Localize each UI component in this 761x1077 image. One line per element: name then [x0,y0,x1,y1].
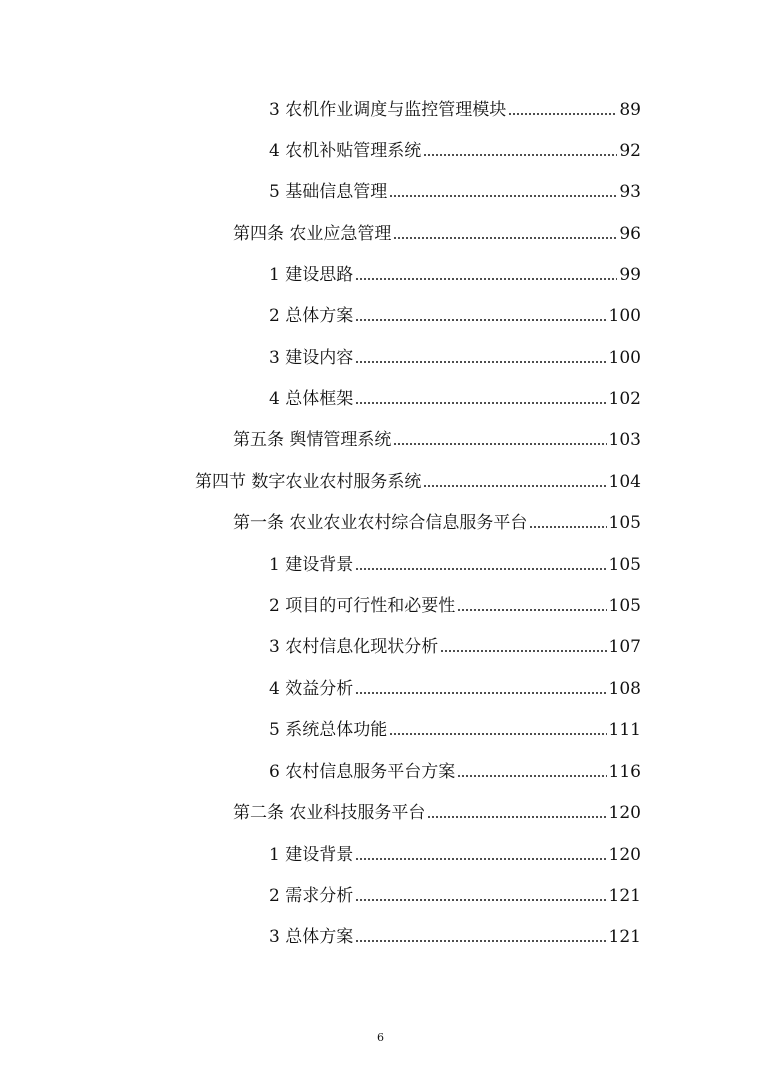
toc-entry[interactable] [269,595,641,617]
toc-entry[interactable] [269,140,641,162]
dot-leader [393,236,617,240]
toc-entry[interactable] [233,429,641,451]
toc-entry[interactable] [269,844,641,866]
toc-title: 2 需求分析 [269,886,354,906]
toc-title: 第二条 农业科技服务平台 [233,803,426,823]
toc-entry[interactable] [269,761,641,783]
toc-title: 第四节 数字农业农村服务系统 [195,472,422,492]
toc-entry[interactable] [269,719,641,741]
toc-title: 1 建设背景 [269,845,354,865]
toc-title: 4 总体框架 [269,389,354,409]
toc-page: 121 [608,886,641,906]
toc-title: 3 农机作业调度与监控管理模块 [269,100,507,120]
dot-leader [355,567,606,571]
toc-title: 1 建设思路 [269,265,354,285]
dot-leader [457,608,606,612]
dot-leader [355,691,606,695]
dot-leader [355,277,617,281]
dot-leader [529,525,606,529]
dot-leader [393,442,606,446]
toc-title: 5 基础信息管理 [269,182,388,202]
toc-title: 3 总体方案 [269,927,354,947]
dot-leader [440,649,606,653]
toc-entry[interactable] [195,471,641,493]
dot-leader [389,732,606,736]
toc-title: 4 效益分析 [269,679,354,699]
toc-page: 111 [608,720,641,740]
toc-entry[interactable] [269,388,641,410]
toc-page: 107 [608,637,641,657]
toc-entry[interactable] [269,347,641,369]
toc-page: 105 [608,513,641,533]
toc-entry[interactable] [269,636,641,658]
toc-page: 92 [619,141,641,161]
toc-title: 6 农村信息服务平台方案 [269,762,456,782]
dot-leader [423,484,606,488]
toc-page: 103 [608,430,641,450]
toc-entry[interactable] [269,181,641,203]
toc-page: 120 [608,803,641,823]
toc-page: 93 [619,182,641,202]
toc-page: 116 [608,762,641,782]
toc-title: 第四条 农业应急管理 [233,224,392,244]
toc-title: 2 总体方案 [269,306,354,326]
toc-entry[interactable] [233,802,641,824]
toc-page: 96 [619,224,641,244]
dot-leader [355,857,606,861]
toc-page: 100 [608,348,641,368]
dot-leader [508,112,617,116]
toc-page: 99 [619,265,641,285]
toc-title: 2 项目的可行性和必要性 [269,596,456,616]
toc-title: 5 系统总体功能 [269,720,388,740]
toc-entry[interactable] [233,223,641,245]
toc-page: 89 [619,100,641,120]
toc-page: 102 [608,389,641,409]
toc-entry[interactable] [269,554,641,576]
toc-entry[interactable] [269,305,641,327]
toc-page: 105 [608,555,641,575]
toc-page: 120 [608,845,641,865]
toc-title: 1 建设背景 [269,555,354,575]
toc-title: 4 农机补贴管理系统 [269,141,422,161]
page-number: 6 [377,1031,384,1044]
dot-leader [389,194,617,198]
toc-title: 3 建设内容 [269,348,354,368]
toc-entry[interactable] [269,99,641,121]
dot-leader [427,815,606,819]
toc-page: 105 [608,596,641,616]
dot-leader [423,153,617,157]
dot-leader [457,774,606,778]
toc-title: 3 农村信息化现状分析 [269,637,439,657]
dot-leader [355,360,606,364]
toc-page: 108 [608,679,641,699]
dot-leader [355,939,606,943]
toc-page: 100 [608,306,641,326]
dot-leader [355,318,606,322]
toc-title: 第一条 农业农业农村综合信息服务平台 [233,513,528,533]
toc-page: 121 [608,927,641,947]
dot-leader [355,401,606,405]
toc-entry[interactable] [269,264,641,286]
toc-entry[interactable] [269,926,641,948]
dot-leader [355,898,606,902]
toc-title: 第五条 舆情管理系统 [233,430,392,450]
toc-page: 104 [608,472,641,492]
toc-entry[interactable] [233,512,641,534]
toc-entry[interactable] [269,678,641,700]
toc-entry[interactable] [269,885,641,907]
